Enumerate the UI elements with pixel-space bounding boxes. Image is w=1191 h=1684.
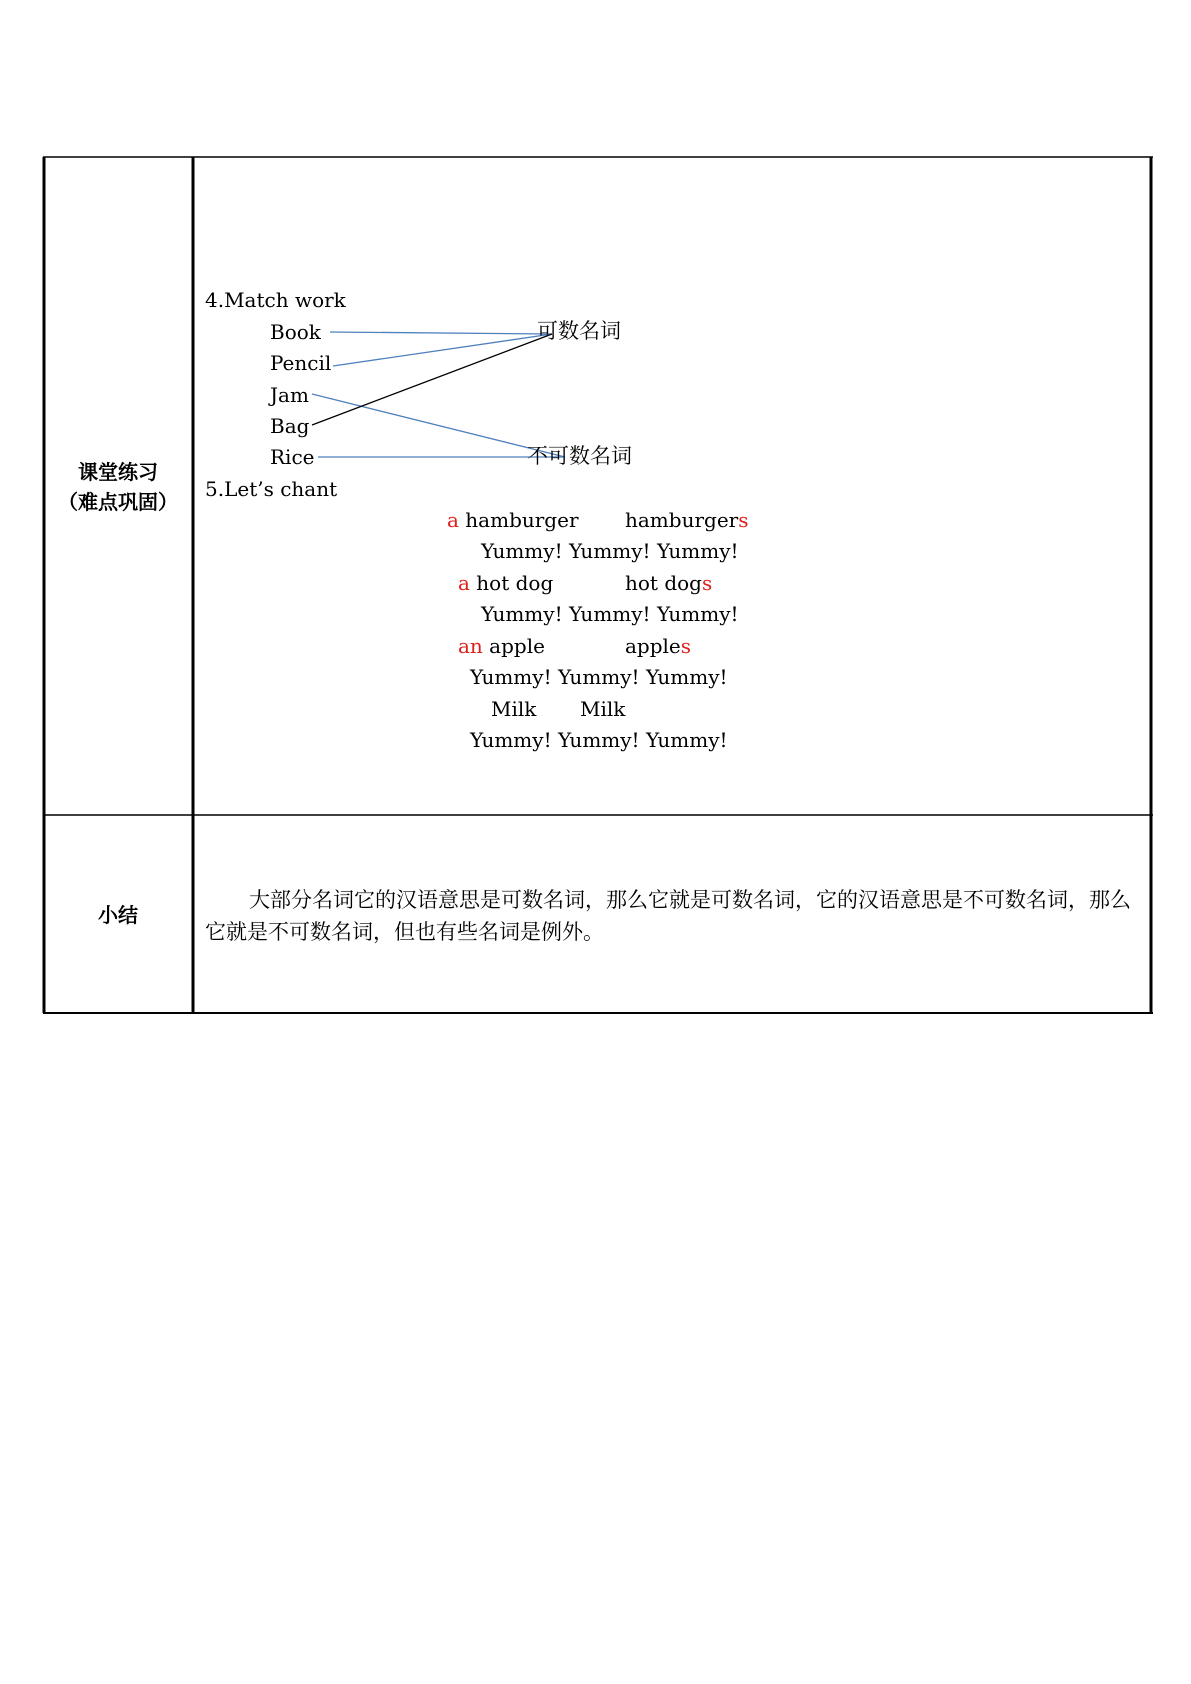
chant-line-3-left bbox=[458, 571, 553, 595]
match-item-rice: Rice bbox=[270, 445, 315, 469]
chant-refrain: Yummy! Yummy! Yummy! bbox=[470, 665, 728, 689]
chant-plural-base: hamburger bbox=[625, 508, 739, 532]
chant-line-3-right bbox=[625, 571, 712, 595]
chant-milk-2: Milk bbox=[580, 697, 626, 721]
match-target-countable: 可数名词 bbox=[537, 319, 621, 343]
match-target-uncountable: 不可数名词 bbox=[527, 444, 632, 468]
chant-article: an bbox=[458, 634, 483, 658]
chant-refrain: Yummy! Yummy! Yummy! bbox=[481, 602, 739, 626]
chant-line-5-right bbox=[625, 634, 691, 658]
chant-plural-suffix: s bbox=[680, 634, 692, 658]
summary-text: 大部分名词它的汉语意思是可数名词，那么它就是可数名词，它的汉语意思是不可数名词，那么它就是不可数名词，但也有些名词是例外。 bbox=[205, 888, 1131, 944]
match-lines bbox=[312, 332, 565, 457]
match-item-bag: Bag bbox=[270, 414, 310, 438]
chant-article: a bbox=[447, 508, 459, 532]
chant-refrain: Yummy! Yummy! Yummy! bbox=[481, 539, 739, 563]
match-line-bag bbox=[312, 334, 552, 425]
chant-plural-base: apple bbox=[625, 634, 681, 658]
chant-milk-1: Milk bbox=[491, 697, 537, 721]
chant-heading: 5.Let’s chant bbox=[205, 477, 338, 501]
chant-plural-suffix: s bbox=[701, 571, 713, 595]
chant-line-1-right bbox=[625, 508, 748, 532]
row-label-summary: 小结 bbox=[98, 903, 138, 927]
match-line-pencil bbox=[333, 334, 552, 366]
chant-plural-base: hot dog bbox=[625, 571, 702, 595]
chant-line-5-left bbox=[458, 634, 545, 658]
row-label-practice-line1: 课堂练习 bbox=[78, 460, 158, 484]
match-item-jam: Jam bbox=[270, 383, 309, 407]
row-label-practice bbox=[43, 457, 193, 517]
chant-refrain: Yummy! Yummy! Yummy! bbox=[470, 728, 728, 752]
match-heading: 4.Match work bbox=[205, 288, 346, 312]
match-line-book bbox=[330, 332, 552, 334]
chant-plural-suffix: s bbox=[738, 508, 749, 532]
row-label-practice-line2: （难点巩固） bbox=[58, 490, 178, 514]
chant-singular: hamburger bbox=[465, 508, 579, 532]
chant-article: a bbox=[458, 571, 470, 595]
match-item-pencil: Pencil bbox=[270, 351, 332, 375]
chant-line-1-left bbox=[447, 508, 579, 532]
match-item-book: Book bbox=[270, 320, 321, 344]
chant-singular: apple bbox=[489, 634, 545, 658]
chant-singular: hot dog bbox=[476, 571, 554, 595]
